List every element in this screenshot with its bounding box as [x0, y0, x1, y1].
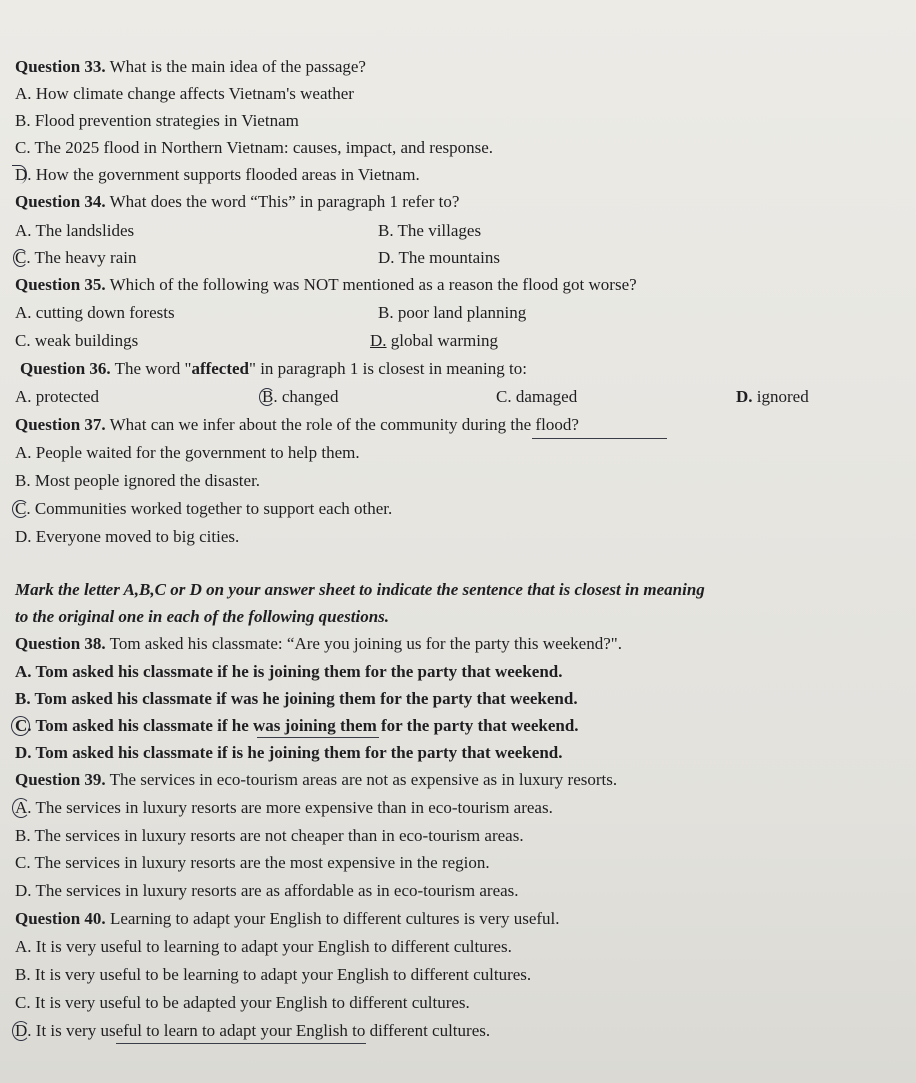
answer-mark-icon: [259, 388, 275, 406]
q38-c-letter: C.: [15, 716, 32, 735]
q35-option-d: [370, 330, 498, 352]
q38-label: Question 38.: [15, 634, 106, 653]
q35-d-text: global warming: [386, 331, 498, 350]
q36-b-letter: B.: [262, 387, 278, 406]
q33-text: What is the main idea of the passage?: [105, 57, 366, 76]
q35-label: Question 35.: [15, 275, 106, 294]
q38-option-a: A. Tom asked his classmate if he is joining them for the party that weekend.: [15, 662, 563, 681]
q39-text: The services in eco-tourism areas are not as expensive as in luxury resorts.: [105, 770, 618, 789]
q36-text-post: " in paragraph 1 is closest in meaning to:: [249, 359, 527, 378]
answer-mark-icon: [11, 716, 30, 736]
q35-stem: [15, 274, 637, 296]
q34-c-letter: C.: [15, 248, 31, 267]
q37-option-a: A. People waited for the government to help them.: [15, 443, 360, 462]
pen-underline: [257, 737, 379, 738]
pen-underline: [116, 1043, 366, 1044]
q36-d-text: ignored: [752, 387, 809, 406]
q34-option-c: [15, 247, 137, 269]
answer-mark-icon: [12, 500, 29, 518]
q39-label: Question 39.: [15, 770, 106, 789]
q34-option-a: A. The landslides: [15, 221, 135, 240]
pen-underline: [532, 438, 667, 439]
q38-option-d: D. Tom asked his classmate if is he joining them for the party that weekend.: [15, 743, 563, 762]
q36-option-c: C. damaged: [496, 387, 578, 406]
q36-option-a: A. protected: [15, 387, 100, 406]
q33-option-a: A. How climate change affects Vietnam's weather: [15, 84, 354, 103]
q39-option-b: B. The services in luxury resorts are not cheaper than in eco-tourism areas.: [15, 826, 524, 845]
q33-option-b: B. Flood prevention strategies in Vietnam: [15, 111, 299, 130]
q37-option-d: D. Everyone moved to big cities.: [15, 527, 240, 546]
q38-option-c: [15, 715, 579, 737]
q40-d-letter: D.: [15, 1021, 32, 1040]
q38-stem: [15, 633, 622, 655]
q34-c-text: The heavy rain: [30, 248, 137, 267]
q36-label: Question 36.: [20, 359, 111, 378]
q33-stem: [15, 56, 366, 78]
q37-c-text: Communities worked together to support each other.: [30, 499, 393, 518]
q38-c-text: Tom asked his classmate if he was joining them for the party that weekend.: [31, 716, 579, 735]
q34-text: What does the word “This” in paragraph 1 refer to?: [105, 192, 460, 211]
q40-stem: [15, 908, 560, 930]
q35-d-letter: D.: [370, 331, 387, 350]
q37-text: What can we infer about the role of the community during the flood?: [105, 415, 579, 434]
q35-option-b: B. poor land planning: [378, 303, 527, 322]
q36-b-text: changed: [277, 387, 339, 406]
q39-option-d: D. The services in luxury resorts are as affordable as in eco-tourism areas.: [15, 881, 519, 900]
q39-a-text: The services in luxury resorts are more expensive than in eco-tourism areas.: [31, 798, 553, 817]
q37-option-c: [15, 498, 392, 520]
q34-stem: [15, 191, 459, 213]
q33-option-c: C. The 2025 flood in Northern Vietnam: causes, impact, and response.: [15, 138, 494, 157]
q35-option-a: A. cutting down forests: [15, 303, 175, 322]
q40-option-a: A. It is very useful to learning to adapt your English to different cultures.: [15, 937, 512, 956]
q36-option-d: [736, 386, 809, 408]
q38-option-b: B. Tom asked his classmate if was he joining them for the party that weekend.: [15, 689, 578, 708]
q33-label: Question 33.: [15, 57, 106, 76]
q40-label: Question 40.: [15, 909, 106, 928]
q36-option-b: [262, 386, 338, 408]
instruction-line-1: Mark the letter A,B,C or D on your answer sheet to indicate the sentence that is closest in meaning: [15, 580, 705, 599]
q39-stem: [15, 769, 617, 791]
answer-mark-icon: [12, 798, 30, 818]
answer-mark-icon: [13, 249, 28, 267]
q39-option-a: [15, 797, 553, 819]
q37-c-letter: C.: [15, 499, 31, 518]
q40-option-c: C. It is very useful to be adapted your English to different cultures.: [15, 993, 470, 1012]
q37-stem: [15, 414, 579, 436]
answer-mark-icon: [12, 165, 27, 184]
q39-option-c: C. The services in luxury resorts are the most expensive in the region.: [15, 853, 490, 872]
q37-option-b: B. Most people ignored the disaster.: [15, 471, 261, 490]
q37-label: Question 37.: [15, 415, 106, 434]
q40-d-text: It is very useful to learn to adapt your English to different cultures.: [31, 1021, 491, 1040]
q36-word: affected: [191, 359, 250, 378]
q34-label: Question 34.: [15, 192, 106, 211]
answer-mark-icon: [12, 1021, 30, 1041]
q36-text-pre: The word ": [110, 359, 192, 378]
q33-d-letter: D.: [15, 165, 32, 184]
q40-option-d: [15, 1020, 490, 1042]
q39-a-letter: A.: [15, 798, 32, 817]
q35-text: Which of the following was NOT mentioned as a reason the flood got worse?: [105, 275, 637, 294]
q36-stem: [20, 358, 527, 380]
q34-option-b: B. The villages: [378, 221, 482, 240]
q36-d-letter: D.: [736, 387, 753, 406]
q34-option-d: D. The mountains: [378, 248, 500, 267]
q33-d-text: How the government supports flooded areas in Vietnam.: [31, 165, 420, 184]
q33-option-d: [15, 164, 420, 186]
q40-option-b: B. It is very useful to be learning to adapt your English to different cultures.: [15, 965, 532, 984]
q38-text: Tom asked his classmate: “Are you joining us for the party this weekend?".: [105, 634, 622, 653]
q40-text: Learning to adapt your English to different cultures is very useful.: [105, 909, 560, 928]
q35-option-c: C. weak buildings: [15, 331, 139, 350]
instruction-line-2: to the original one in each of the following questions.: [15, 607, 390, 626]
